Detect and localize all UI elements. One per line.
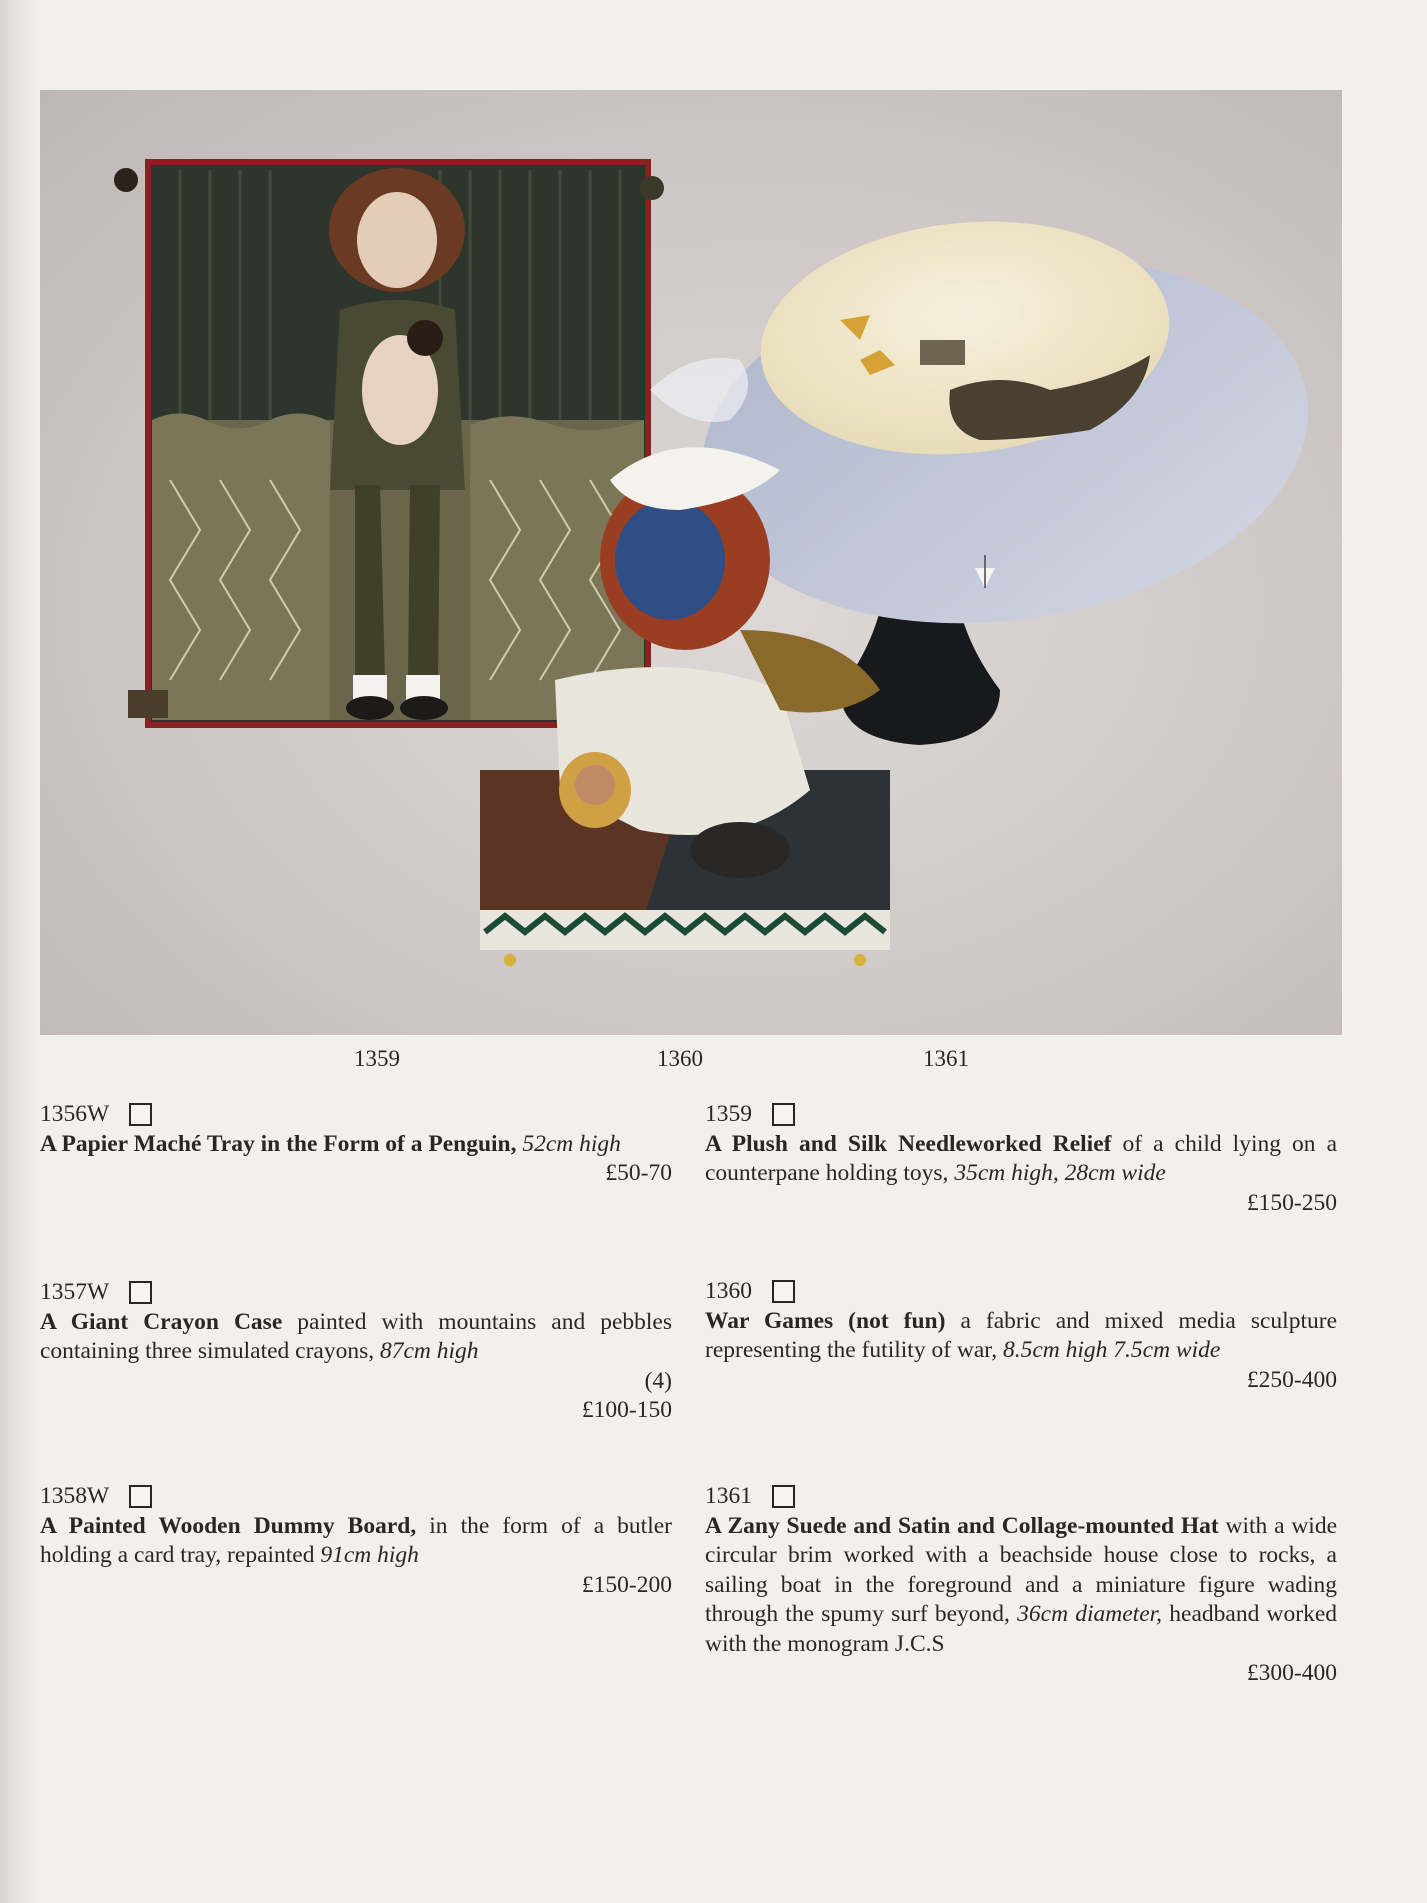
lot-1357w: [40, 1278, 672, 1426]
lot-number: 1357W: [40, 1279, 110, 1305]
bid-checkbox[interactable]: [129, 1281, 152, 1304]
lot-dimensions: 36cm diameter,: [1017, 1601, 1163, 1627]
lot-estimate: £50-70: [605, 1160, 672, 1186]
lot-1359: [705, 1100, 1337, 1218]
lot-text: painted with mountains and pebbles containing three simulated crayons,: [40, 1308, 673, 1364]
lot-text: of a child lying on a counterpane holding toys,: [705, 1130, 1338, 1186]
lot-text: in the form of a butler holding a card tray, repainted: [40, 1512, 672, 1568]
lot-title: War Games (not fun): [705, 1307, 946, 1334]
lot-description: [705, 1512, 1337, 1660]
lot-title: A Giant Crayon Case: [40, 1308, 283, 1335]
lot-estimate: £300-400: [1246, 1660, 1337, 1686]
lot-photograph: [40, 90, 1342, 1035]
lot-title: A Painted Wooden Dummy Board,: [40, 1512, 417, 1539]
bid-checkbox[interactable]: [772, 1280, 795, 1303]
caption-1359: 1359: [354, 1046, 400, 1071]
photo-illustration: [40, 90, 1342, 1035]
lot-dimensions: 35cm high, 28cm wide: [954, 1160, 1166, 1186]
lot-dimensions: 52cm high: [522, 1130, 621, 1157]
lot-text-continued: headband worked with the monogram J.C.S: [705, 1601, 1338, 1657]
lot-estimate: £250-400: [1246, 1366, 1337, 1393]
lot-description: [40, 1308, 672, 1367]
lot-1356w: [40, 1100, 672, 1189]
lot-text: a fabric and mixed media sculpture representing the futility of war,: [705, 1307, 1337, 1363]
lot-description: [40, 1512, 672, 1571]
lot-estimate: £100-150: [581, 1397, 672, 1423]
lot-number: 1361: [705, 1483, 752, 1509]
lot-description: [705, 1130, 1337, 1189]
caption-1361: 1361: [923, 1046, 969, 1071]
lot-title: A Plush and Silk Needleworked Relief: [705, 1130, 1112, 1157]
lot-estimate: £150-250: [1246, 1189, 1337, 1216]
lot-description: [705, 1307, 1337, 1366]
bid-checkbox[interactable]: [129, 1103, 152, 1126]
lot-1360: [705, 1277, 1337, 1395]
lot-title: A Zany Suede and Satin and Collage-mounted Hat: [705, 1512, 1219, 1539]
photo-captions: [0, 1040, 1427, 1074]
lot-number: 1359: [705, 1101, 752, 1127]
lot-text: with a wide circular brim worked with a beachside house close to rocks, a sailing boat in the foreground and a miniature figure wading through the spumy surf beyond,: [705, 1512, 1338, 1627]
page-edge-shadow: [0, 0, 40, 1903]
needlework-relief: [114, 162, 664, 725]
lot-dimensions: 87cm high: [380, 1338, 479, 1364]
bid-checkbox[interactable]: [129, 1485, 152, 1508]
lot-number: 1360: [705, 1278, 752, 1304]
lot-quantity: (4): [644, 1367, 672, 1394]
lot-1358w: [40, 1482, 672, 1600]
lot-description: [40, 1130, 672, 1160]
lot-number: 1358W: [40, 1483, 110, 1509]
lot-number: 1356W: [40, 1101, 110, 1127]
lot-title: A Papier Maché Tray in the Form of a Penguin,: [40, 1130, 517, 1157]
lot-estimate: £150-200: [581, 1571, 672, 1598]
lot-dimensions: 91cm high: [320, 1542, 419, 1568]
caption-1360: 1360: [657, 1046, 703, 1071]
lot-1361: [705, 1482, 1337, 1689]
bid-checkbox[interactable]: [772, 1485, 795, 1508]
lot-dimensions: 8.5cm high 7.5cm wide: [1002, 1337, 1221, 1363]
bid-checkbox[interactable]: [772, 1103, 795, 1126]
